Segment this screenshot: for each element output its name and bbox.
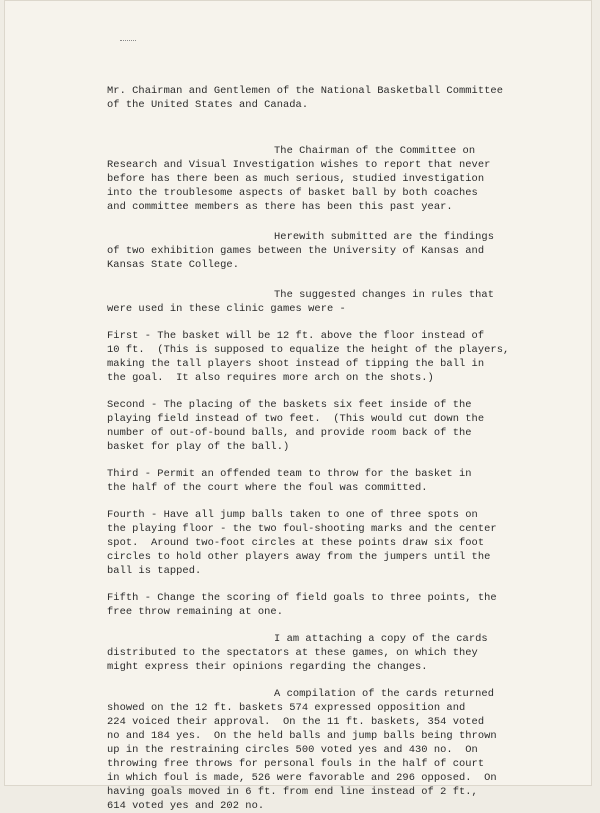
document-body xyxy=(107,84,531,813)
document-page xyxy=(4,0,592,812)
paragraph-line: 224 voiced their approval. On the 11 ft. baskets, 354 voted xyxy=(107,716,485,728)
paragraph-line: Kansas State College. xyxy=(107,259,239,271)
paragraph-line: in which foul is made, 526 were favorable and 296 opposed. On xyxy=(107,772,497,784)
rule-second-line: number of out-of-bound balls, and provide room back of the xyxy=(107,427,472,439)
rule-first-line: 10 ft. (This is supposed to equalize the height of the players, xyxy=(107,344,510,356)
paragraph-line: before has there been as much serious, studied investigation xyxy=(107,173,485,185)
salutation-line: Mr. Chairman and Gentlemen of the National Basketball Committee xyxy=(107,85,503,97)
paragraph-line: Research and Visual Investigation wishes to report that never xyxy=(107,159,491,171)
rule-fourth-line: spot. Around two-foot circles at these points draw six foot xyxy=(107,537,485,549)
rule-fifth-line: Fifth - Change the scoring of field goals to three points, the xyxy=(107,592,497,604)
rule-first-line: the goal. It also requires more arch on the shots.) xyxy=(107,372,434,384)
paragraph-line: Herewith submitted are the findings xyxy=(274,231,494,243)
paragraph-line: throwing free throws for personal fouls in the half of court xyxy=(107,758,485,770)
paragraph-line: were used in these clinic games were - xyxy=(107,303,346,315)
rule-fourth-line: Fourth - Have all jump balls taken to one of three spots on xyxy=(107,509,478,521)
paragraph-line: having goals moved in 6 ft. from end line instead of 2 ft., xyxy=(107,786,478,798)
paragraph-line: distributed to the spectators at these games, on which they xyxy=(107,647,478,659)
rule-first-line: First - The basket will be 12 ft. above the floor instead of xyxy=(107,330,485,342)
paragraph-line: into the troublesome aspects of basket ball by both coaches xyxy=(107,187,478,199)
rule-second-line: Second - The placing of the baskets six feet inside of the xyxy=(107,399,472,411)
rule-first-line: making the tall players shoot instead of tipping the ball in xyxy=(107,358,485,370)
paragraph-line: 614 voted yes and 202 no. xyxy=(107,800,265,812)
paragraph-line: no and 184 yes. On the held balls and jump balls being thrown xyxy=(107,730,497,742)
rule-fifth-line: free throw remaining at one. xyxy=(107,606,283,618)
paragraph-line: showed on the 12 ft. baskets 574 expressed opposition and xyxy=(107,702,466,714)
rule-second-line: playing field instead of two feet. (This would cut down the xyxy=(107,413,485,425)
paragraph-line: The suggested changes in rules that xyxy=(274,289,494,301)
salutation-line: of the United States and Canada. xyxy=(107,99,309,111)
rule-fourth-line: the playing floor - the two foul-shooting marks and the center xyxy=(107,523,497,535)
paragraph-line: A compilation of the cards returned xyxy=(274,688,494,700)
paragraph-line: The Chairman of the Committee on xyxy=(274,145,476,157)
rule-third-line: Third - Permit an offended team to throw for the basket in xyxy=(107,468,472,480)
rule-fourth-line: circles to hold other players away from the jumpers until the xyxy=(107,551,491,563)
rule-fourth-line: ball is tapped. xyxy=(107,565,202,577)
pencil-mark xyxy=(120,40,136,41)
rule-third-line: the half of the court where the foul was committed. xyxy=(107,482,428,494)
paragraph-line: of two exhibition games between the University of Kansas and xyxy=(107,245,485,257)
paragraph-line: might express their opinions regarding the changes. xyxy=(107,661,428,673)
rule-second-line: basket for play of the ball.) xyxy=(107,441,290,453)
paragraph-line: up in the restraining circles 500 voted yes and 430 no. On xyxy=(107,744,478,756)
paragraph-line: and committee members as there has been this past year. xyxy=(107,201,453,213)
paragraph-line: I am attaching a copy of the cards xyxy=(274,633,488,645)
